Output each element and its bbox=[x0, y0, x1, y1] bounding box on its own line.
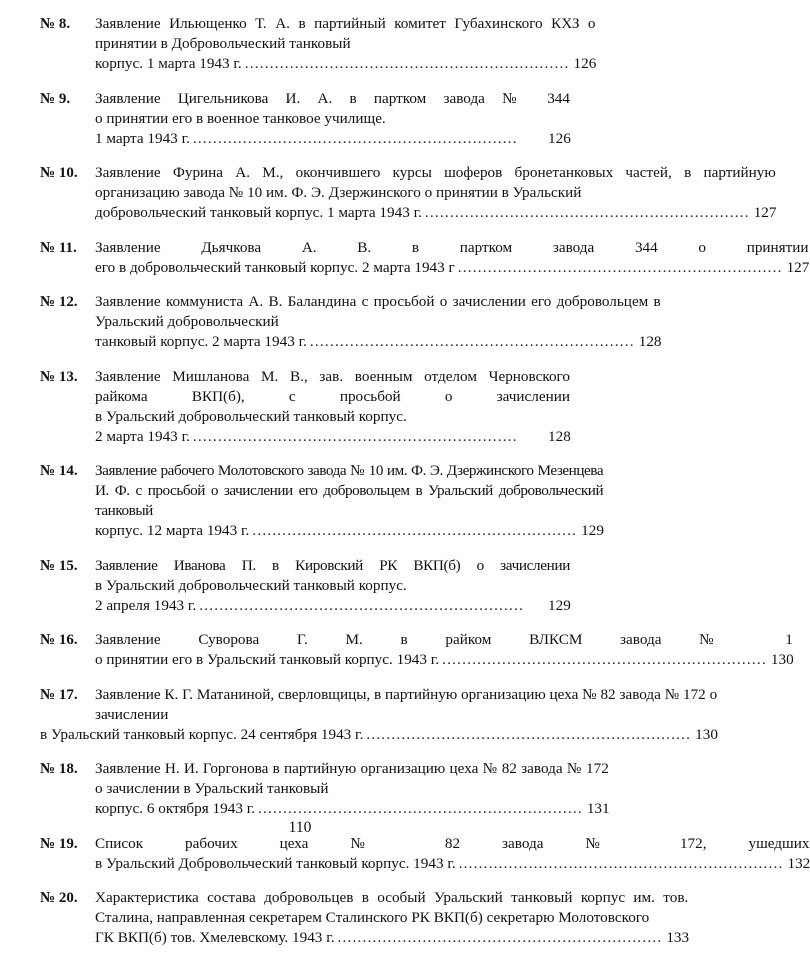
entry-title: Заявление Цигельникова И. А. в партком завода № 344 bbox=[95, 89, 570, 107]
entry-number: № 9. bbox=[40, 90, 71, 107]
entry-title: о принятии его в военное танковое училище. bbox=[95, 109, 386, 127]
entry-number: № 14. bbox=[40, 463, 78, 479]
page-ref: 130 bbox=[695, 725, 718, 743]
page-ref: 130 bbox=[770, 651, 794, 668]
entry-number: № 8. bbox=[40, 16, 71, 32]
dot-leader: ................................................................. bbox=[244, 55, 570, 72]
entry-title: в Уральский добровольческий танковый корпус. bbox=[95, 407, 407, 425]
page-ref: 126 bbox=[548, 129, 571, 147]
entry-title: Заявление К. Г. Матаниной, сверловщицы, в партийную организацию цеха № 82 завода № 172 о зачислении bbox=[95, 685, 718, 723]
page-ref: 131 bbox=[586, 800, 610, 817]
toc-entry[interactable] bbox=[40, 238, 810, 278]
entry-title: Заявление Суворова Г. М. в райком ВЛКСМ завода № 1 bbox=[95, 631, 793, 648]
page-ref: 132 bbox=[787, 854, 810, 872]
page-ref: 128 bbox=[638, 333, 662, 350]
entry-title-end: корпус. 1 марта 1943 г. bbox=[95, 55, 242, 72]
dot-leader: ................................................................. bbox=[309, 333, 635, 350]
dot-leader: ................................................................. bbox=[442, 651, 767, 668]
page-ref: 127 bbox=[786, 258, 810, 276]
entry-title-end: корпус. 6 октября 1943 г. bbox=[95, 800, 256, 817]
page-number: 110 bbox=[288, 819, 312, 836]
toc-entry[interactable] bbox=[40, 759, 610, 819]
dot-leader: ................................................................. bbox=[252, 522, 578, 539]
dot-leader: ................................................................. bbox=[192, 427, 518, 445]
entry-title-end: ГК ВКП(б) тов. Хмелевскому. 1943 г. bbox=[95, 929, 335, 946]
page-ref: 127 bbox=[753, 204, 777, 221]
entry-title: Заявление Дьячкова А. В. в партком завода 344 о принятии bbox=[95, 238, 809, 256]
dot-leader: ................................................................. bbox=[337, 929, 663, 946]
entry-title-end: его в добровольческий танковый корпус. 2 марта 1943 г bbox=[95, 258, 455, 276]
entry-title: Заявление Мишланова М. В., зав. военным отделом Черновского райкома ВКП(б), с просьбой о зачислении bbox=[95, 367, 570, 405]
toc-entry[interactable] bbox=[40, 367, 570, 447]
page-ref: 129 bbox=[548, 596, 571, 614]
entry-title-end: 2 марта 1943 г. bbox=[95, 427, 190, 445]
entry-number: № 15. bbox=[40, 557, 78, 574]
entry-number: № 18. bbox=[40, 761, 78, 777]
entry-number: № 17. bbox=[40, 686, 78, 703]
entry-number: № 16. bbox=[40, 632, 78, 648]
page-ref: 133 bbox=[666, 929, 690, 946]
entry-title: Список рабочих цеха № 82 завода № 172, ушедших bbox=[95, 834, 810, 852]
entry-title: Заявление Н. И. Горгонова в партийную организацию цеха № 82 завода № 172 о зачислении в Уральский танковый bbox=[95, 760, 609, 797]
toc-entry[interactable] bbox=[40, 14, 597, 74]
toc-entry[interactable] bbox=[40, 834, 810, 874]
entry-number: № 20. bbox=[40, 890, 78, 906]
entry-title-end: танковый корпус. 2 марта 1943 г. bbox=[95, 333, 307, 350]
entry-title-end: корпус. 12 марта 1943 г. bbox=[95, 522, 250, 539]
dot-leader: ................................................................. bbox=[457, 258, 783, 276]
entry-number: № 10. bbox=[40, 165, 78, 181]
entry-title: Характеристика состава добровольцев в особый Уральский танковый корпус им. тов. Сталина, направленная секретарем Сталинского РК ВКП(б) секретарю Молотовского bbox=[95, 889, 689, 926]
dot-leader: ................................................................. bbox=[199, 596, 525, 614]
entry-title: Заявление рабочего Молотовского завода № 10 им. Ф. Э. Дзержинского Мезенцева И. Ф. с просьбой о зачислении его добровольцем в Уральский добровольческий танковый bbox=[95, 462, 604, 519]
toc-entry[interactable] bbox=[40, 888, 690, 948]
entry-title-end: в Уральский танковый корпус. 24 сентября 1943 г. bbox=[40, 725, 364, 743]
toc-entry[interactable] bbox=[40, 163, 777, 223]
page-ref: 129 bbox=[581, 522, 604, 539]
entry-number: № 12. bbox=[40, 294, 78, 310]
dot-leader: ................................................................. bbox=[366, 725, 692, 743]
entry-title: Заявление Иванова П. в Кировский РК ВКП(б) о зачислении bbox=[95, 556, 570, 574]
entry-title: Заявление Фурина А. М., окончившего курсы шоферов бронетанковых частей, в партийную организацию завода № 10 им. Ф. Э. Дзержинского о принятии в Уральский bbox=[95, 164, 776, 201]
entry-number: № 13. bbox=[40, 368, 78, 385]
toc-entry[interactable] bbox=[40, 685, 718, 745]
page-ref: 126 bbox=[573, 55, 597, 72]
entry-number: № 11. bbox=[40, 239, 77, 256]
entry-title-end: о принятии его в Уральский танковый корпус. 1943 г. bbox=[95, 651, 440, 668]
toc-entry[interactable] bbox=[40, 292, 662, 352]
entry-title-end: в Уральский Добровольческий танковый корпус. 1943 г. bbox=[95, 854, 456, 872]
toc-entry[interactable] bbox=[40, 89, 570, 149]
dot-leader: ................................................................. bbox=[192, 129, 518, 147]
page-ref: 128 bbox=[548, 427, 571, 445]
toc-entry[interactable] bbox=[40, 630, 794, 670]
dot-leader: ................................................................. bbox=[258, 800, 583, 817]
entry-title-end: добровольческий танковый корпус. 1 марта 1943 г. bbox=[95, 204, 422, 221]
entry-title: в Уральский добровольческий танковый корпус. bbox=[95, 576, 407, 594]
toc-entry[interactable] bbox=[40, 556, 570, 616]
entry-number: № 19. bbox=[40, 835, 78, 852]
dot-leader: ................................................................. bbox=[424, 204, 750, 221]
entry-title-end: 1 марта 1943 г. bbox=[95, 129, 190, 147]
entry-title: Заявление коммуниста А. В. Баландина с просьбой о зачислении его добровольцем в Уральский добровольческий bbox=[95, 293, 661, 330]
entry-title-end: 2 апреля 1943 г. bbox=[95, 596, 197, 614]
dot-leader: ................................................................. bbox=[458, 854, 784, 872]
toc-entry[interactable] bbox=[40, 461, 604, 541]
entry-title: Заявление Ильющенко Т. А. в партийный комитет Губахинского КХЗ о принятии в Добровольческий танковый bbox=[95, 15, 596, 52]
